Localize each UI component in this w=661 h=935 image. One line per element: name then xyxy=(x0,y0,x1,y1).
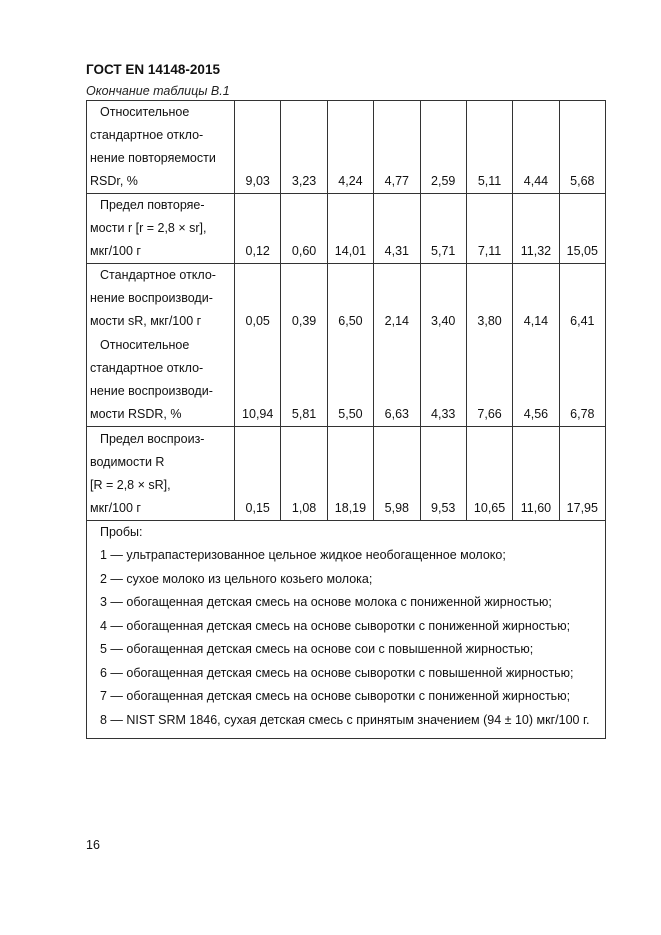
value-cell-sample-2: 3,23 xyxy=(281,101,327,194)
value-cell-sample-8: 5,68 xyxy=(559,101,605,194)
value-cell-sample-3: 18,19 xyxy=(327,426,373,520)
value-cell-sample-4: 5,98 xyxy=(374,426,420,520)
sample-notes xyxy=(87,520,606,739)
table-caption: Окончание таблицы В.1 xyxy=(86,84,230,98)
value-cell-sample-8: 17,95 xyxy=(559,426,605,520)
row-label-line: мости sR, мкг/100 г xyxy=(90,314,202,328)
row-label xyxy=(87,101,235,194)
value-cell-sample-3: 5,50 xyxy=(327,333,373,426)
value-cell-sample-3: 6,50 xyxy=(327,264,373,334)
value-cell-sample-1: 0,15 xyxy=(235,426,281,520)
row-label-line: Относительное xyxy=(100,105,190,119)
results-table xyxy=(86,100,606,739)
value-cell-sample-3: 4,24 xyxy=(327,101,373,194)
row-label-line: мости r [r = 2,8 × sr], xyxy=(90,221,207,235)
row-label-line: стандартное откло- xyxy=(90,128,204,142)
value-cell-sample-5: 2,59 xyxy=(420,101,466,194)
value-cell-sample-8: 6,78 xyxy=(559,333,605,426)
value-cell-sample-4: 4,77 xyxy=(374,101,420,194)
row-label-line: нение повторяемости xyxy=(90,151,216,165)
row-label-line: мкг/100 г xyxy=(90,244,141,258)
value-cell-sample-1: 0,12 xyxy=(235,194,281,264)
value-cell-sample-4: 6,63 xyxy=(374,333,420,426)
value-cell-sample-6: 5,11 xyxy=(466,101,512,194)
value-cell-sample-6: 7,11 xyxy=(466,194,512,264)
value-cell-sample-4: 2,14 xyxy=(374,264,420,334)
page-number: 16 xyxy=(86,838,100,852)
note-item: 8 — NIST SRM 1846, сухая детская смесь с принятым значением (94 ± 10) мкг/100 г. xyxy=(100,712,590,727)
value-cell-sample-7: 11,32 xyxy=(513,194,559,264)
value-cell-sample-7: 4,14 xyxy=(513,264,559,334)
value-cell-sample-8: 15,05 xyxy=(559,194,605,264)
row-label xyxy=(87,194,235,264)
value-cell-sample-8: 6,41 xyxy=(559,264,605,334)
row-label-line: нение воспроизводи- xyxy=(90,291,213,305)
value-cell-sample-6: 7,66 xyxy=(466,333,512,426)
standard-header: ГОСТ EN 14148-2015 xyxy=(86,62,220,77)
notes-row xyxy=(87,520,606,739)
note-item: 4 — обогащенная детская смесь на основе сыворотки с пониженной жирностью; xyxy=(100,618,571,633)
table-row xyxy=(87,264,606,334)
value-cell-sample-2: 0,39 xyxy=(281,264,327,334)
value-cell-sample-5: 5,71 xyxy=(420,194,466,264)
value-cell-sample-2: 5,81 xyxy=(281,333,327,426)
row-label-line: Предел воспроиз- xyxy=(100,431,205,446)
note-item: 2 — сухое молоко из цельного козьего молока; xyxy=(100,571,373,586)
row-label xyxy=(87,426,235,520)
value-cell-sample-1: 10,94 xyxy=(235,333,281,426)
table-row xyxy=(87,194,606,264)
value-cell-sample-5: 9,53 xyxy=(420,426,466,520)
note-item: 5 — обогащенная детская смесь на основе сои с повышенной жирностью; xyxy=(100,642,534,656)
note-item: 7 — обогащенная детская смесь на основе сыворотки с пониженной жирностью; xyxy=(100,689,571,703)
row-label-line: Относительное xyxy=(100,337,190,352)
note-item: 1 — ультрапастеризованное цельное жидкое необогащенное молоко; xyxy=(100,548,506,562)
row-label xyxy=(87,264,235,334)
value-cell-sample-6: 10,65 xyxy=(466,426,512,520)
row-label-line: Предел повторяе- xyxy=(100,198,205,212)
value-cell-sample-3: 14,01 xyxy=(327,194,373,264)
table-row xyxy=(87,101,606,194)
value-cell-sample-6: 3,80 xyxy=(466,264,512,334)
value-cell-sample-2: 1,08 xyxy=(281,426,327,520)
value-cell-sample-7: 4,44 xyxy=(513,101,559,194)
row-label-line: RSDr, % xyxy=(90,174,138,188)
table-row xyxy=(87,333,606,426)
row-label xyxy=(87,333,235,426)
row-label-line: Стандартное откло- xyxy=(100,268,216,282)
value-cell-sample-2: 0,60 xyxy=(281,194,327,264)
row-label-line: мости RSDR, % xyxy=(90,406,182,421)
row-label-line: [R = 2,8 × sR], xyxy=(90,477,171,492)
value-cell-sample-5: 4,33 xyxy=(420,333,466,426)
value-cell-sample-1: 9,03 xyxy=(235,101,281,194)
row-label-line: мкг/100 г xyxy=(90,500,141,515)
notes-title: Пробы: xyxy=(100,524,143,539)
value-cell-sample-1: 0,05 xyxy=(235,264,281,334)
value-cell-sample-4: 4,31 xyxy=(374,194,420,264)
value-cell-sample-7: 4,56 xyxy=(513,333,559,426)
table-row xyxy=(87,426,606,520)
value-cell-sample-7: 11,60 xyxy=(513,426,559,520)
row-label-line: водимости R xyxy=(90,454,165,469)
note-item: 6 — обогащенная детская смесь на основе сыворотки с повышенной жирностью; xyxy=(100,665,574,680)
note-item: 3 — обогащенная детская смесь на основе молока с пониженной жирностью; xyxy=(100,595,552,609)
value-cell-sample-5: 3,40 xyxy=(420,264,466,334)
row-label-line: стандартное откло- xyxy=(90,360,204,375)
row-label-line: нение воспроизводи- xyxy=(90,383,213,398)
